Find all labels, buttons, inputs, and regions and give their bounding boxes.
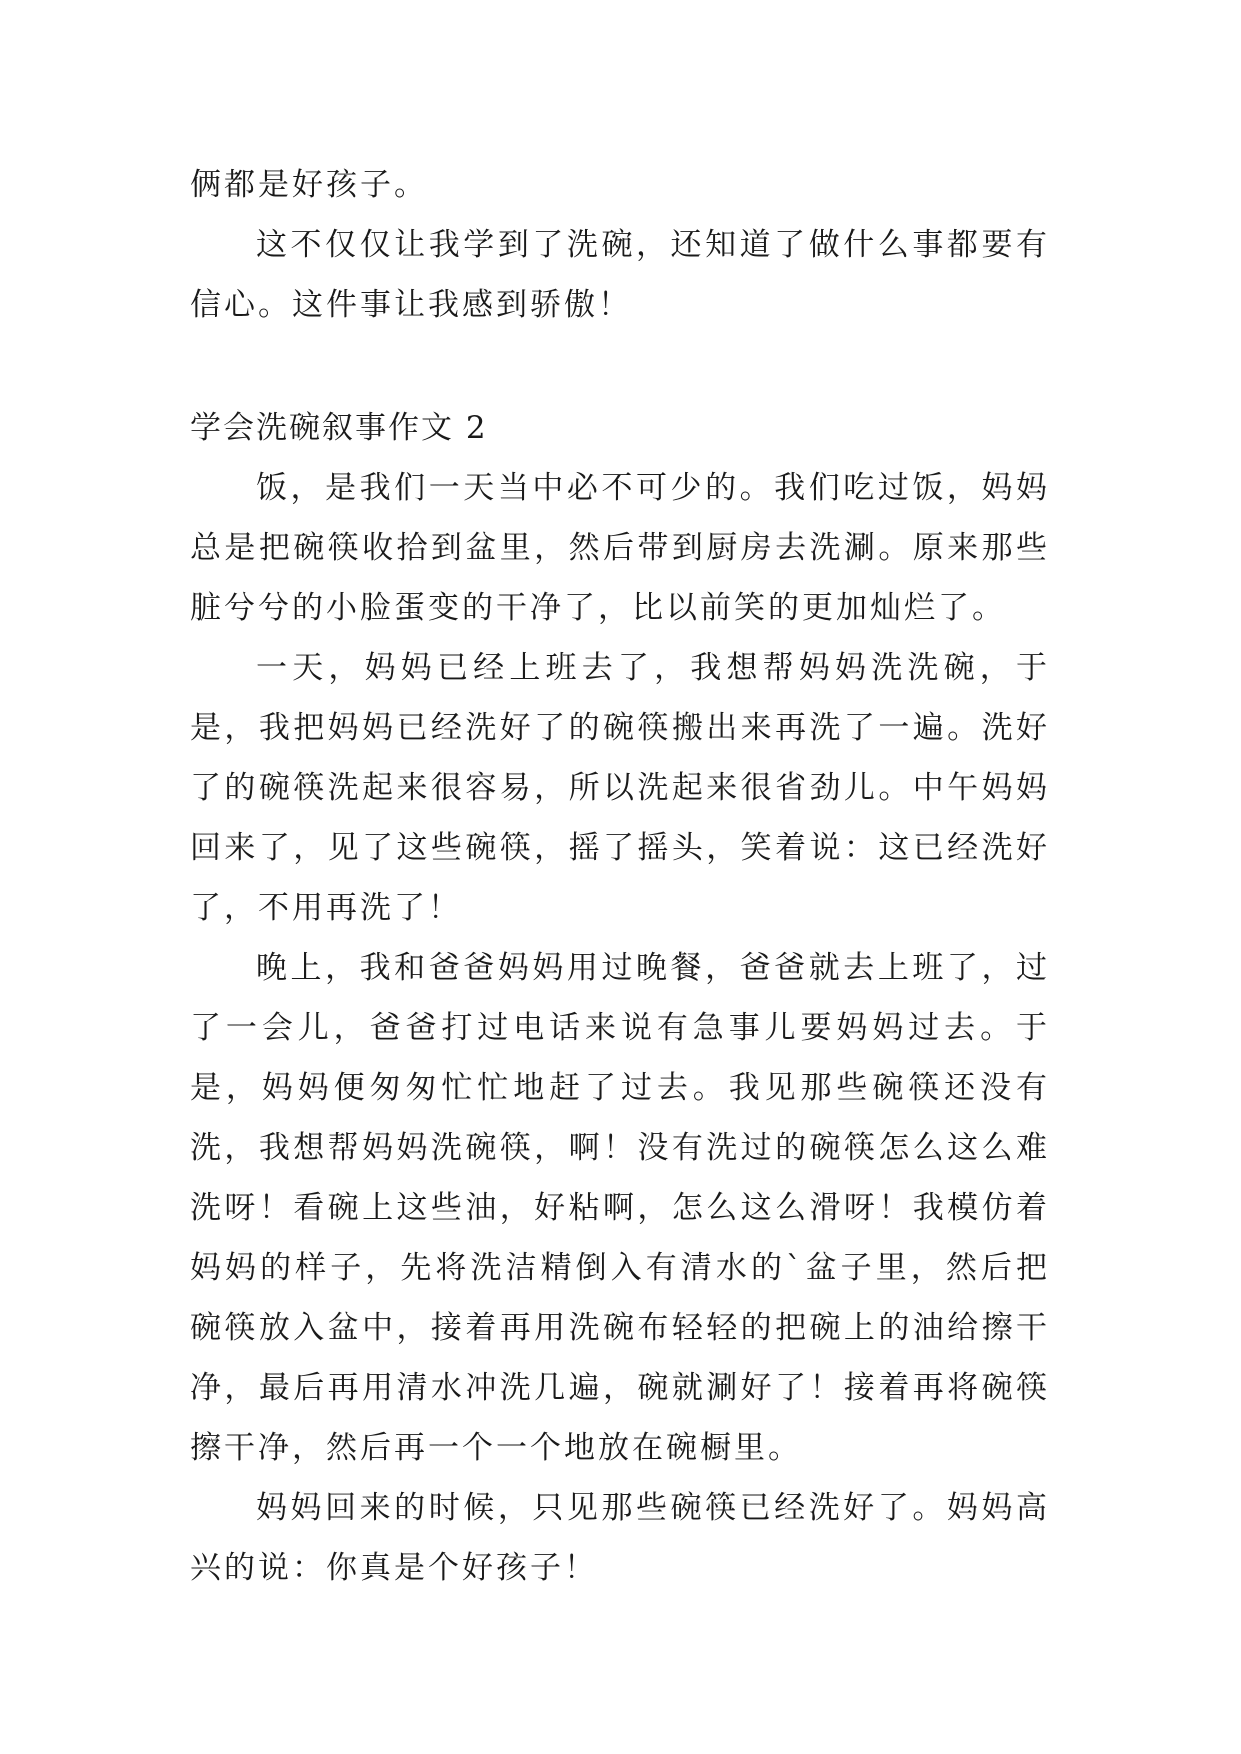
paragraph-evening: 晚上，我和爸爸妈妈用过晚餐，爸爸就去上班了，过了一会儿，爸爸打过电话来说有急事儿要妈妈过去。于是，妈妈便匆匆忙忙地赶了过去。我见那些碗筷还没有洗，我想帮妈妈洗碗筷，啊！没有洗过的碗筷怎么这么难洗呀！看碗上这些油，好粘啊，怎么这么滑呀！我模仿着妈妈的样子，先将洗洁精倒入有清水的`盆子里，然后把碗筷放入盆中，接着再用洗碗布轻轻的把碗上的油给擦干净，最后再用清水冲洗几遍，碗就涮好了！接着再将碗筷擦干净，然后再一个一个地放在碗橱里。	[190, 950, 1050, 1466]
paragraph-ending: 妈妈回来的时候，只见那些碗筷已经洗好了。妈妈高兴的说：你真是个好孩子！	[190, 1490, 1050, 1586]
paragraph-one-day: 一天，妈妈已经上班去了，我想帮妈妈洗洗碗，于是，我把妈妈已经洗好了的碗筷搬出来再洗了一遍。洗好了的碗筷洗起来很容易，所以洗起来很省劲儿。中午妈妈回来了，见了这些碗筷，摇了摇头，笑着说：这已经洗好了，不用再洗了！	[190, 650, 1050, 926]
paragraph-intro: 饭，是我们一天当中必不可少的。我们吃过饭，妈妈总是把碗筷收拾到盆里，然后带到厨房去洗涮。原来那些脏兮兮的小脸蛋变的干净了，比以前笑的更加灿烂了。	[190, 470, 1050, 626]
document-body	[190, 155, 1050, 1598]
essay-heading: 学会洗碗叙事作文 2	[190, 410, 488, 446]
paragraph-reflection: 这不仅仅让我学到了洗碗，还知道了做什么事都要有信心。这件事让我感到骄傲！	[190, 227, 1050, 323]
paragraph-continuation: 俩都是好孩子。	[190, 167, 428, 203]
